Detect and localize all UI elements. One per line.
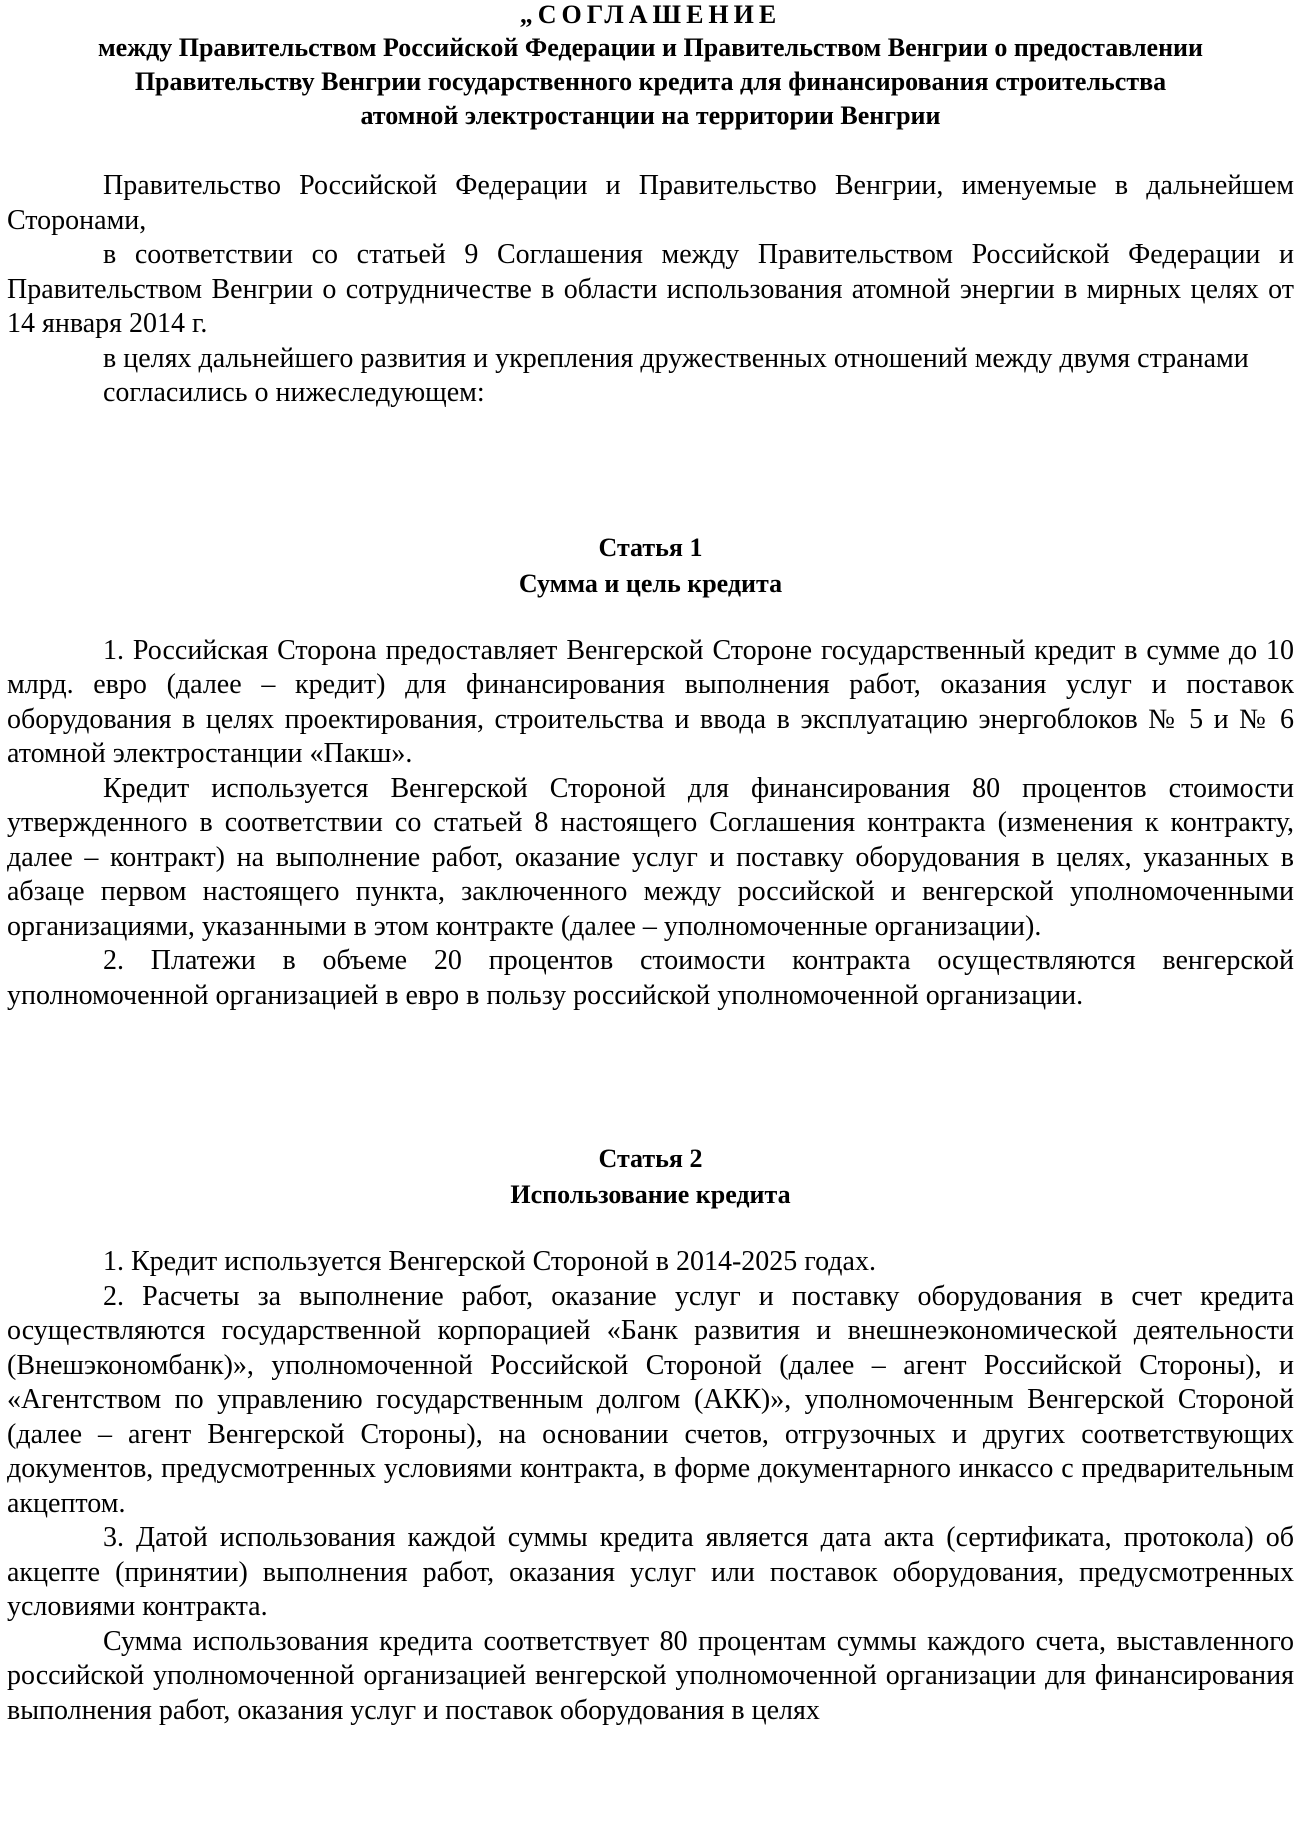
article-2-paragraph: 3. Датой использования каждой суммы кредита является дата акта (сертификата, протокола) об акцепте (принятии) выполнения работ, оказания услуг или поставок оборудования, предусмотренных условиями контракта. [7,1522,1294,1622]
article-1-number: Статья 1 [598,532,703,562]
article-1-title: Сумма и цель кредита [518,568,783,598]
article-1-paragraph: Кредит используется Венгерской Стороной для финансирования 80 процентов стоимости утвержденного в соответствии со статьей 8 настоящего Соглашения контракта (изменения к контракту, далее – контракт) на выполнение работ, оказание услуг и поставку оборудования в целях, указанных в абзаце первом настоящего пункта, заключенного между российской и венгерской уполномоченными организациями, указанными в этом контракте (далее – уполномоченные организации). [7,772,1294,942]
document-subtitle-line-1: между Правительством Российской Федерации и Правительством Венгрии о предоставлении [97,33,1204,62]
article-1-paragraph: 1. Российская Сторона предоставляет Венгерской Стороне государственный кредит в сумме до 10 млрд. евро (далее – кредит) для финансирования выполнения работ, оказания услуг и поставок оборудования в целях проектирования, строительства и ввода в эксплуатацию энергоблоков № 5 и № 6 атомной электростанции «Пакш». [7,634,1294,769]
spacer [7,1013,1294,1141]
article-2-paragraph: Сумма использования кредита соответствует 80 процентам суммы каждого счета, выставленного российской уполномоченной организацией венгерской уполномоченной организации для финансирования выполнения работ, оказания услуг и поставок оборудования в целях [7,1625,1294,1726]
article-2-paragraph: 1. Кредит используется Венгерской Стороной в 2014-2025 годах. [103,1246,876,1277]
preamble-paragraph: Правительство Российской Федерации и Правительство Венгрии, именуемые в дальнейшем Сторонами, [7,170,1294,236]
document-subtitle-line-3: атомной электростанции на территории Венгрии [360,101,941,130]
article-1-paragraph: 2. Платежи в объеме 20 процентов стоимости контракта осуществляются венгерской уполномоченной организацией в евро в пользу российской уполномоченной организации. [7,945,1294,1011]
document-subtitle-line-2: Правительству Венгрии государственного кредита для финансирования строительства [134,67,1167,96]
article-2-title: Использование кредита [510,1180,791,1209]
preamble-paragraph: в соответствии со статьей 9 Соглашения между Правительством Российской Федерации и Правительством Венгрии о сотрудничестве в области использования атомной энергии в мирных целях от 14 января 2014 г. [7,239,1294,339]
preamble-paragraph: согласились о нижеследующем: [103,377,485,408]
article-2-number: Статья 2 [598,1144,703,1173]
preamble-paragraph: в целях дальнейшего развития и укрепления дружественных отношений между двумя странами [103,342,1249,374]
spacer [7,411,1294,530]
article-2-paragraph: 2. Расчеты за выполнение работ, оказание услуг и поставку оборудования в счет кредита осуществляются государственной корпорацией «Банк развития и внешнеэкономической деятельности (Внешэкономбанк)», уполномоченной Российской Стороной (далее – агент Российской Стороны), и «Агентством по управлению государственным долгом (АКК)», уполномоченным Венгерской Стороной (далее – агент Венгерской Стороны), на основании счетов, отгрузочных и других соответствующих документов, предусмотренных условиями контракта, в форме документарного инкассо с предварительным акцептом. [7,1280,1294,1519]
document-title: „СОГЛАШЕНИЕ [519,0,782,29]
